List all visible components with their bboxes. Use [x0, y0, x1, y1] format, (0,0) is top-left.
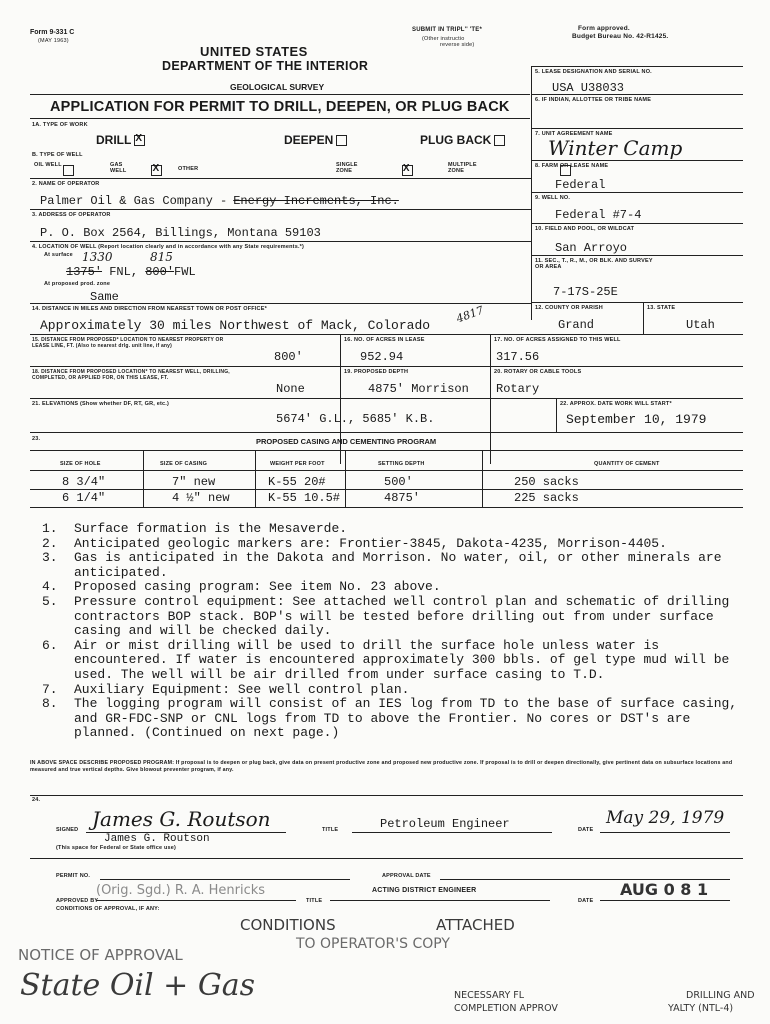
- casing-number-label: 23.: [32, 436, 41, 442]
- signed-label: SIGNED: [56, 827, 79, 833]
- list-item: 5. Pressure control equipment: See attached well control plan and schematic of drilling contractors BOP stack. BOP's will be tested before drilling out from under surface casing and will be checked daily.: [42, 593, 730, 639]
- row1-casing: 7" new: [172, 475, 216, 489]
- permit-no-label: PERMIT NO.: [56, 873, 91, 879]
- office-use-note: (This space for Federal or State office use): [56, 845, 177, 851]
- elevations-value: 5674' G.L., 5685' K.B.: [276, 412, 435, 426]
- list-item: 7. Auxiliary Equipment: See well control plan.: [42, 681, 410, 697]
- row1-depth: 500': [384, 475, 413, 489]
- oil-well-checkbox[interactable]: [63, 165, 74, 176]
- plug-back-label: PLUG BACK: [420, 133, 492, 147]
- gas-well-label: GAS WELL: [110, 162, 127, 174]
- operator-value: [40, 194, 399, 208]
- plug-back-option[interactable]: [420, 133, 505, 147]
- oil-well-label: OIL WELL: [34, 162, 62, 168]
- state-oil-gas-handwriting: State Oil + Gas: [20, 968, 256, 1003]
- approved-by-label: APPROVED BY: [56, 898, 99, 904]
- operators-copy-stamp: TO OPERATOR'S COPY: [296, 936, 450, 952]
- conditions-label: CONDITIONS OF APPROVAL, IF ANY:: [56, 906, 160, 912]
- start-date-label: 22. APPROX. DATE WORK WILL START*: [560, 401, 672, 407]
- proposed-depth-value: 4875' Morrison: [368, 382, 469, 396]
- agency-line-1: UNITED STATES: [200, 44, 308, 59]
- operator-label: 2. NAME OF OPERATOR: [32, 181, 100, 187]
- list-item: 2. Anticipated geologic markers are: Frontier-3845, Dakota-4235, Morrison-4405.: [42, 535, 667, 551]
- submit-reverse: reverse side): [440, 42, 475, 48]
- row1-weight: K-55 20#: [268, 475, 326, 489]
- submit-instructions: (Other instructio: [422, 36, 465, 42]
- county-value: Grand: [558, 318, 595, 332]
- list-item: 3. Gas is anticipated in the Dakota and Morrison. No water, oil, or other minerals are anticipated.: [42, 550, 722, 580]
- above-space-instructions: IN ABOVE SPACE DESCRIBE PROPOSED PROGRAM: If proposal is to deepen or plug back, give data on present productive zone and proposed new productive zone. If proposal is to drill or deepen directionally, give pertinent data on subsurface locations and measured and true vertical depths. Give blowout preventer program, if any.: [30, 760, 733, 773]
- state-value: Utah: [686, 318, 715, 332]
- signer-typed-name: James G. Routson: [104, 833, 210, 845]
- row1-hole: 8 3/4": [62, 475, 106, 489]
- plug-back-checkbox[interactable]: [494, 135, 505, 146]
- row2-hole: 6 1/4": [62, 491, 106, 505]
- title-label: TITLE: [322, 827, 339, 833]
- surface-correction-1: 1330: [82, 250, 113, 264]
- approval-date-label: APPROVAL DATE: [382, 873, 431, 879]
- section-survey-value: 7-17S-25E: [553, 285, 618, 299]
- unit-agreement-label: 7. UNIT AGREEMENT NAME: [535, 131, 613, 137]
- approver-signature: (Orig. Sgd.) R. A. Henricks: [96, 883, 266, 898]
- attached-stamp: ATTACHED: [436, 916, 515, 934]
- surface-location: 1375' FNL, 800'FWL: [66, 265, 196, 279]
- casing-header-hole: SIZE OF HOLE: [60, 461, 101, 467]
- signature-number: 24.: [32, 797, 41, 803]
- form-date: (MAY 1963): [38, 38, 69, 44]
- operator-struck: Energy Increments, Inc.: [233, 194, 399, 208]
- drilling-and-stamp: DRILLING AND: [686, 990, 755, 1001]
- section-survey-label: 11. SEC., T., R., M., OR BLK. AND SURVEY OR AREA: [535, 258, 653, 270]
- drilling-notes: [42, 522, 742, 741]
- row2-cement: 225 sacks: [514, 491, 579, 505]
- location-label: 4. LOCATION OF WELL (Report location clearly and in accordance with any State requirements.*): [32, 244, 305, 250]
- lease-designation-label: 5. LEASE DESIGNATION AND SERIAL NO.: [535, 69, 652, 75]
- nearest-well-label: 18. DISTANCE FROM PROPOSED LOCATION* TO NEAREST WELL, DRILLING, COMPLETED, OR APPLIED FOR, ON THIS LEASE, FT.: [32, 369, 230, 381]
- prod-zone-label: At proposed prod. zone: [44, 281, 111, 287]
- submit-in-triplicate: SUBMIT IN TRIPL'' 'TE*: [412, 27, 483, 33]
- address-label: 3. ADDRESS OF OPERATOR: [32, 212, 111, 218]
- multiple-zone-label: MULTIPLE ZONE: [448, 162, 477, 174]
- conditions-stamp: CONDITIONS: [240, 916, 336, 934]
- address-value: P. O. Box 2564, Billings, Montana 59103: [40, 226, 321, 240]
- single-zone-checkbox[interactable]: [402, 165, 413, 176]
- start-date-value: September 10, 1979: [566, 412, 707, 427]
- deepen-option[interactable]: [284, 133, 347, 147]
- deepen-label: DEEPEN: [284, 133, 334, 147]
- surface-fwl-struck: 800': [145, 265, 175, 279]
- elevations-label: 21. ELEVATIONS (Show whether DF, RT, GR, etc.): [32, 401, 170, 407]
- other-well-label: OTHER: [178, 166, 199, 172]
- agency-line-2: DEPARTMENT OF THE INTERIOR: [162, 59, 369, 73]
- signed-date: May 29, 1979: [606, 808, 725, 828]
- rotary-cable-value: Rotary: [496, 382, 540, 396]
- surface-correction-2: 815: [150, 250, 173, 264]
- well-no-label: 9. WELL NO.: [535, 195, 571, 201]
- approval-title-label: TITLE: [306, 898, 323, 904]
- row2-depth: 4875': [384, 491, 421, 505]
- acting-district-engineer: ACTING DISTRICT ENGINEER: [372, 887, 477, 894]
- multiple-zone-checkbox[interactable]: [560, 165, 571, 176]
- budget-bureau: Budget Bureau No. 42-R1425.: [572, 33, 669, 40]
- acres-lease-label: 16. NO. OF ACRES IN LEASE: [344, 337, 425, 343]
- signature: James G. Routson: [92, 807, 271, 831]
- gas-well-checkbox[interactable]: [151, 165, 162, 176]
- nearest-well-value: None: [276, 382, 305, 396]
- surface-fnl-struck: 1375': [66, 265, 103, 279]
- acres-assigned-label: 17. NO. OF ACRES ASSIGNED TO THIS WELL: [494, 337, 621, 343]
- casing-header-depth: SETTING DEPTH: [378, 461, 425, 467]
- table-row: [62, 475, 105, 489]
- table-row: [62, 491, 105, 505]
- form-title: APPLICATION FOR PERMIT TO DRILL, DEEPEN, OR PLUG BACK: [50, 99, 510, 115]
- operator-name: Palmer Oil & Gas Company -: [40, 194, 228, 208]
- necessary-stamp: NECESSARY FL: [454, 990, 525, 1001]
- form-number: Form 9-331 C: [30, 29, 75, 36]
- list-item: 6. Air or mist drilling will be used to drill the surface hole unless water is encountered. If water is encountered approximately 300 bbls. of gel type mud will be used. The well will be air drilled from under surface casing to T.D.: [42, 637, 730, 682]
- field-pool-value: San Arroyo: [555, 241, 628, 255]
- single-zone-label: SINGLE ZONE: [336, 162, 358, 174]
- well-no-value: Federal #7-4: [555, 208, 642, 222]
- row1-cement: 250 sacks: [514, 475, 579, 489]
- property-line-label: 15. DISTANCE FROM PROPOSED* LOCATION TO NEAREST PROPERTY OR LEASE LINE, FT. (Also to nearest drlg. unit line, if any): [32, 337, 224, 349]
- list-item: 4. Proposed casing program: See item No. 23 above.: [42, 579, 441, 595]
- drill-checkbox[interactable]: [134, 135, 145, 146]
- title-value: Petroleum Engineer: [380, 817, 510, 831]
- proposed-depth-label: 19. PROPOSED DEPTH: [344, 369, 409, 375]
- distance-town-value: Approximately 30 miles Northwest of Mack, Colorado: [40, 318, 431, 333]
- completion-approval-stamp: COMPLETION APPROV: [454, 1003, 558, 1014]
- approval-date-label-2: DATE: [578, 898, 594, 904]
- approval-date-stamp: AUG 0 8 1: [620, 880, 709, 899]
- row2-casing: 4 ½" new: [172, 491, 230, 505]
- unit-agreement-value: Winter Camp: [548, 136, 683, 160]
- rotary-cable-label: 20. ROTARY OR CABLE TOOLS: [494, 369, 582, 375]
- distance-handwritten: 4817: [454, 303, 486, 326]
- casing-header-weight: WEIGHT PER FOOT: [270, 461, 325, 467]
- farm-lease-label: 8. FARM OR LEASE NAME: [535, 163, 609, 169]
- property-line-value: 800': [274, 350, 303, 364]
- drill-label: DRILL: [96, 133, 132, 147]
- date-label: DATE: [578, 827, 594, 833]
- drill-option[interactable]: [96, 133, 145, 147]
- prod-zone-value: Same: [90, 290, 119, 304]
- list-item: 1. Surface formation is the Mesaverde.: [42, 521, 348, 536]
- acres-assigned-value: 317.56: [496, 350, 540, 364]
- casing-header-cement: QUANTITY OF CEMENT: [594, 461, 660, 467]
- county-label: 12. COUNTY OR PARISH: [535, 305, 603, 311]
- row2-weight: K-55 10.5#: [268, 491, 341, 505]
- state-label: 13. STATE: [647, 305, 676, 311]
- field-pool-label: 10. FIELD AND POOL, OR WILDCAT: [535, 226, 635, 232]
- distance-town-label: 14. DISTANCE IN MILES AND DIRECTION FROM NEAREST TOWN OR POST OFFICE*: [32, 306, 267, 312]
- farm-lease-value: Federal: [555, 178, 606, 192]
- deepen-checkbox[interactable]: [336, 135, 347, 146]
- lease-designation-value: USA U38033: [552, 81, 625, 95]
- list-item: 8. The logging program will consist of an IES log from TD to the base of surface casing, and GR-FDC-SNP or CNL logs from TD to above the Frontier. No cores or DST's are planned. (Continued on next page.): [42, 696, 738, 741]
- acres-lease-value: 952.94: [360, 350, 404, 364]
- indian-allottee-label: 6. IF INDIAN, ALLOTTEE OR TRIBE NAME: [535, 97, 652, 103]
- at-surface-label: At surface: [44, 252, 73, 258]
- notice-of-approval-stamp: NOTICE OF APPROVAL: [18, 946, 183, 964]
- type-of-well-label: B. TYPE OF WELL: [32, 152, 83, 158]
- royalty-stamp: YALTY (NTL-4): [668, 1003, 734, 1014]
- form-approved: Form approved.: [578, 25, 630, 32]
- agency-line-3: GEOLOGICAL SURVEY: [230, 82, 325, 92]
- type-of-work-label: 1A. TYPE OF WORK: [32, 122, 88, 128]
- casing-header-casing: SIZE OF CASING: [160, 461, 208, 467]
- casing-title: PROPOSED CASING AND CEMENTING PROGRAM: [256, 437, 437, 446]
